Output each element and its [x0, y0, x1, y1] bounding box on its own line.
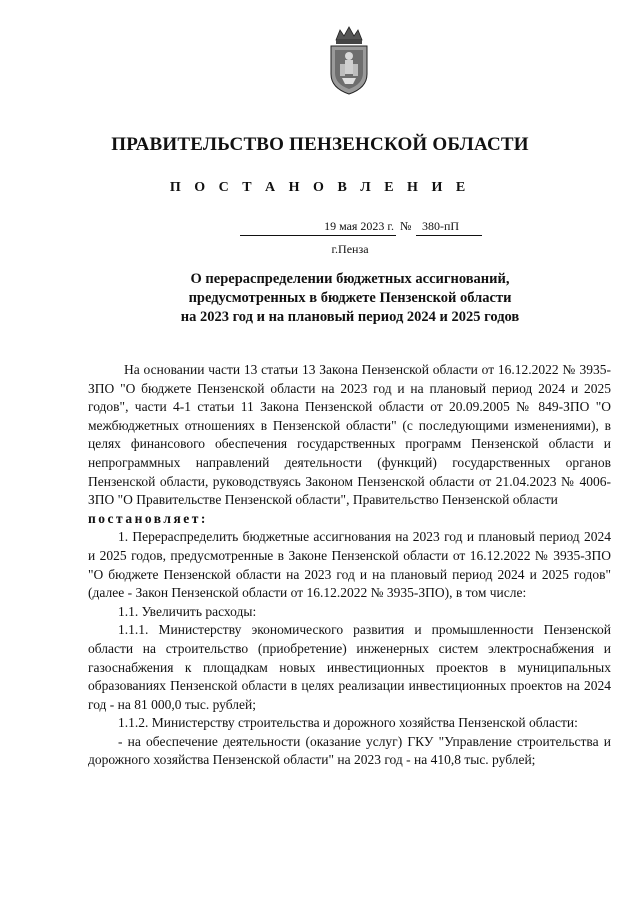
document-type: П О С Т А Н О В Л Е Н И Е	[169, 180, 471, 195]
document-date: 19 мая 2023 г.	[240, 219, 396, 236]
decree-word: постановляет:	[88, 510, 208, 526]
document-subject	[0, 270, 640, 327]
government-title: ПРАВИТЕЛЬСТВО ПЕНЗЕНСКОЙ ОБЛАСТИ	[111, 134, 529, 155]
document-city: г.Пенза	[331, 242, 369, 256]
paragraph-1-1-2-item: - на обеспечение деятельности (оказание услуг) ГКУ "Управление строительства и дорожного хозяйства Пензенской области" на 2023 год - на 410,8 тыс. рублей;	[88, 733, 611, 768]
subject-line-2: предусмотренных в бюджете Пензенской области	[188, 290, 512, 306]
intro-paragraph: На основании части 13 статьи 13 Закона Пензенской области от 16.12.2022 № 3935-ЗПО "О бюджете Пензенской области на 2023 год и на плановый период 2024 и 2025 годов", части 4-1 статьи 11 Закона Пензенской области от 20.09.2005 № 849-ЗПО "О межбюджетных отношениях в Пензенской области" (с последующими изменениями), в целях финансового обеспечения государственных программ Пензенской области и непрограммных направлений деятельности (функций) государственных органов Пензенской области, руководствуясь Законом Пензенской области от 21.04.2023 № 4006-ЗПО "О Правительстве Пензенской области", Правительство Пензенской области	[88, 362, 611, 508]
subject-line-3: на 2023 год и на плановый период 2024 и 2025 годов	[180, 309, 520, 325]
number-sign: №	[400, 219, 412, 233]
subject-line-1: О перераспределении бюджетных ассигнований,	[190, 271, 510, 287]
paragraph-1-1-1: 1.1.1. Министерству экономического развития и промышленности Пензенской области на строительство (приобретение) инженерных систем электроснабжения и газоснабжения к площадкам новых инвестиционных проектов в муниципальных образованиях Пензенской области в целях реализации инвестиционных проектов на 2024 год - на 81 000,0 тыс. рублей;	[88, 622, 611, 712]
document-body	[88, 361, 611, 770]
paragraph-1: 1. Перераспределить бюджетные ассигнования на 2023 год и плановый период 2024 и 2025 годов, предусмотренные в Законе Пензенской области от 16.12.2022 № 3935-ЗПО "О бюджете Пензенской области на 2023 год и на плановый период 2024 и 2025 годов" (далее - Закон Пензенской области от 16.12.2022 № 3935-ЗПО), в том числе:	[88, 529, 611, 601]
paragraph-1-1-2: 1.1.2. Министерству строительства и дорожного хозяйства Пензенской области:	[118, 715, 578, 731]
penza-coat-of-arms-icon	[326, 26, 372, 96]
paragraph-1-1: 1.1. Увеличить расходы:	[118, 603, 257, 619]
document-number: 380-пП	[416, 219, 482, 236]
